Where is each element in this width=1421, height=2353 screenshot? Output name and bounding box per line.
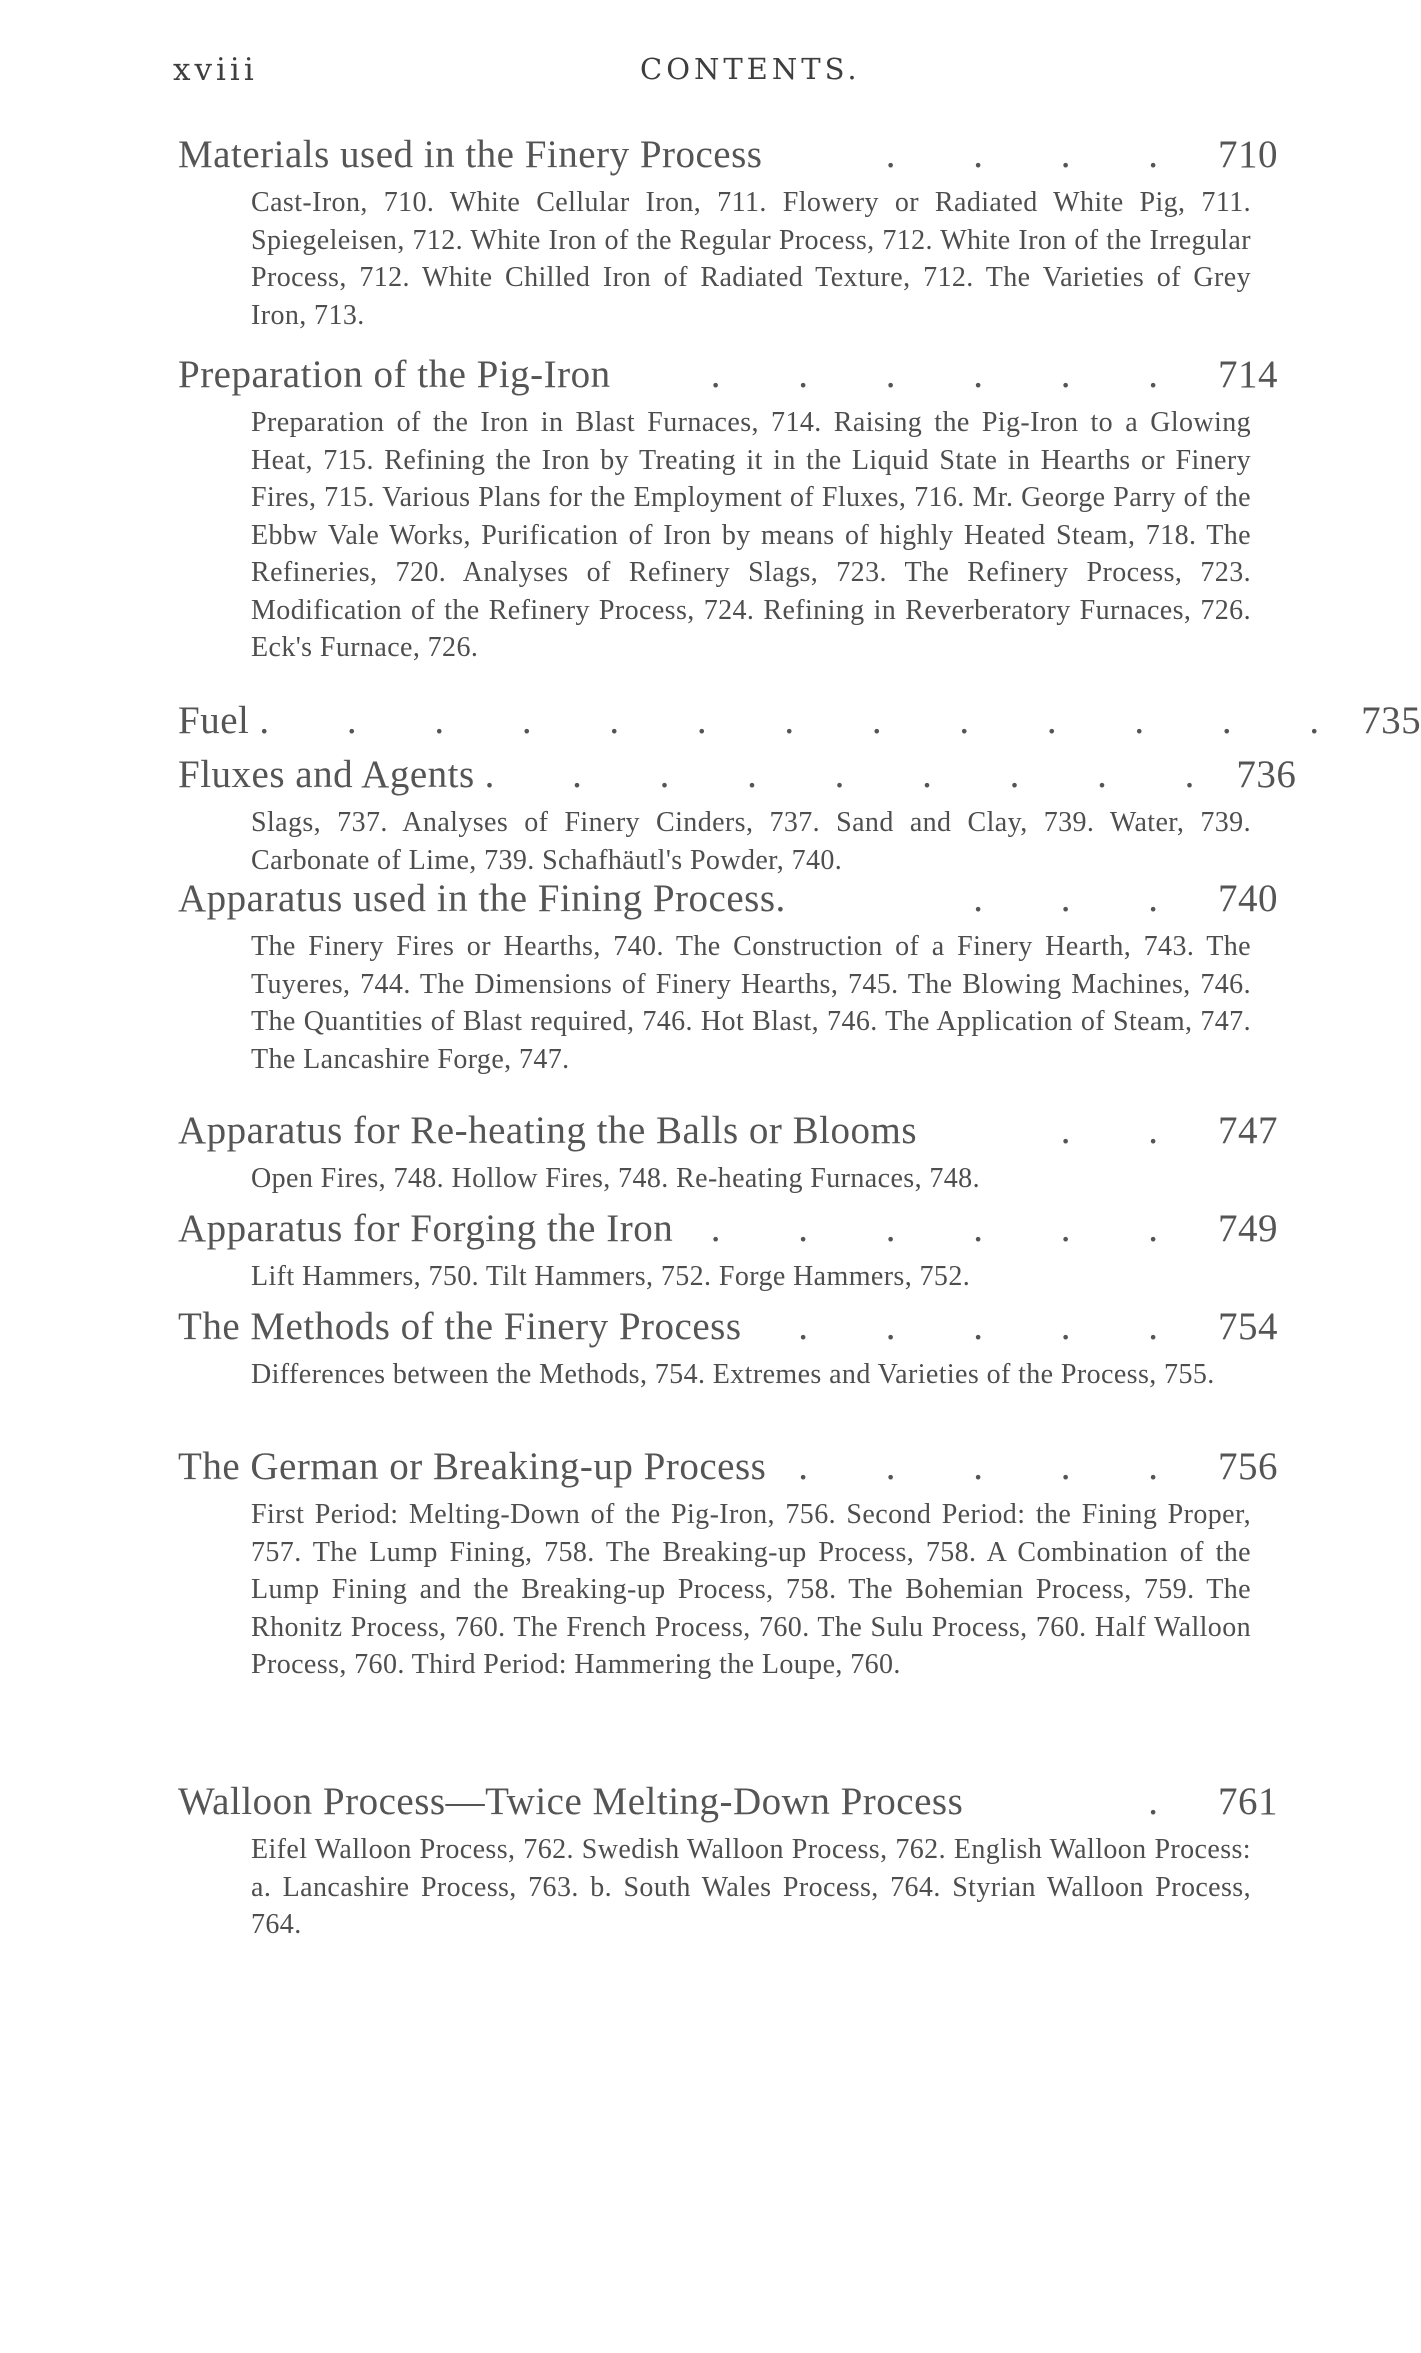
entry-page-number: 735 [1361,699,1421,742]
contents-entry [178,872,1278,1104]
entry-heading [178,872,1278,926]
entry-description: Lift Hammers, 750. Tilt Hammers, 752. Forge Hammers, 752. [251,1261,971,1292]
entry-title: Apparatus used in the Fining Process. [178,877,786,920]
contents-entry [178,694,1421,748]
entry-title: Apparatus for Re-heating the Balls or Blooms [178,1109,918,1152]
contents-list [178,128,1421,1955]
contents-entry [178,748,1297,876]
entry-heading [178,1202,1278,1256]
entry-page-number: 747 [1218,1109,1278,1152]
dot-leader: . . . . . . . . . [484,753,1229,796]
entry-page-number: 710 [1218,133,1278,176]
entry-title: Fluxes and Agents [178,753,475,796]
entry-page-number: 749 [1218,1207,1278,1250]
contents-entry [178,1300,1278,1440]
entry-heading [178,1440,1278,1494]
entry-title: Fuel [178,699,250,742]
entry-heading [178,1104,1278,1158]
dot-leader: . . . . . [798,1305,1192,1348]
entry-title: Preparation of the Pig-Iron [178,353,611,396]
entry-title: The Methods of the Finery Process [178,1305,742,1348]
dot-leader: . . . . . . [710,1207,1192,1250]
entry-title: Apparatus for Forging the Iron [178,1207,674,1250]
contents-entry [178,1202,1278,1300]
entry-description: Preparation of the Iron in Blast Furnaces, 714. Raising the Pig-Iron to a Glowing Heat, 715. Refining the Iron by Treating it in the Liquid State in Hearths or Finery Fires, 715. Various Plans for the Employment of Fluxes, 716. Mr. George Parry of the Ebbw Vale Works, Purification of Iron by means of highly Heated Steam, 718. The Refineries, 720. Analyses of Refinery Slags, 723. The Refinery Process, 723. Modification of the Refinery Process, 724. Refining in Reverberatory Furnaces, 726. Eck's Furnace, 726. [251,407,1251,663]
dot-leader: . . . . . [798,1445,1192,1488]
entry-page-number: 756 [1218,1445,1278,1488]
entry-heading [178,694,1421,748]
entry-heading [178,128,1278,182]
contents-entry [178,1775,1278,1955]
page-header [0,52,1410,92]
entry-heading [178,748,1297,802]
dot-leader: . . . . [885,133,1192,176]
entry-page-number: 740 [1218,877,1278,920]
dot-leader: . . . . . . . . . . . . . [259,699,1354,742]
page-number: xviii [173,52,258,88]
dot-leader: . . . . . . [710,353,1192,396]
entry-page-number: 714 [1218,353,1278,396]
entry-description: Eifel Walloon Process, 762. Swedish Walloon Process, 762. English Walloon Process: a. Lancashire Process, 763. b. South Wales Process, 764. Styrian Walloon Process, 764. [251,1834,1251,1940]
dot-leader: . . [1060,1109,1192,1152]
entry-heading [178,1775,1278,1829]
contents-entry [178,128,1278,331]
entry-heading [178,348,1278,402]
contents-entry [178,348,1278,663]
entry-description: Open Fires, 748. Hollow Fires, 748. Re-heating Furnaces, 748. [251,1163,980,1194]
entry-page-number: 761 [1218,1780,1278,1823]
contents-entry [178,1440,1278,1775]
entry-description: The Finery Fires or Hearths, 740. The Construction of a Finery Hearth, 743. The Tuyeres, 744. The Dimensions of Finery Hearths, 745. The Blowing Machines, 746. The Quantities of Blast required, 746. Hot Blast, 746. The Application of Steam, 747. The Lancashire Forge, 747. [251,931,1251,1075]
contents-entry [178,1104,1278,1202]
entry-heading [178,1300,1278,1354]
entry-description: Cast-Iron, 710. White Cellular Iron, 711. Flowery or Radiated White Pig, 711. Spiegeleisen, 712. White Iron of the Regular Process, 712. White Iron of the Irregular Process, 712. White Chilled Iron of Radiated Texture, 712. The Varieties of Grey Iron, 713. [251,187,1251,331]
dot-leader: . . . [973,877,1192,920]
running-title: CONTENTS. [640,52,861,86]
entry-description: Differences between the Methods, 754. Extremes and Varieties of the Process, 755. [251,1359,1215,1390]
entry-description: Slags, 737. Analyses of Finery Cinders, 737. Sand and Clay, 739. Water, 739. Carbonate of Lime, 739. Schafhäutl's Powder, 740. [251,807,1251,876]
entry-description: First Period: Melting-Down of the Pig-Iron, 756. Second Period: the Fining Proper, 757. The Lump Fining, 758. The Breaking-up Process, 758. A Combination of the Lump Fining and the Breaking-up Process, 758. The Bohemian Process, 759. The Rhonitz Process, 760. The French Process, 760. The Sulu Process, 760. Half Walloon Process, 760. Third Period: Hammering the Loupe, 760. [251,1499,1251,1680]
entry-title: Walloon Process—Twice Melting-Down Process [178,1780,964,1823]
entry-page-number: 736 [1236,753,1297,796]
entry-title: The German or Breaking-up Process [178,1445,767,1488]
dot-leader: . [1148,1780,1192,1823]
entry-page-number: 754 [1218,1305,1278,1348]
entry-title: Materials used in the Finery Process [178,133,763,176]
